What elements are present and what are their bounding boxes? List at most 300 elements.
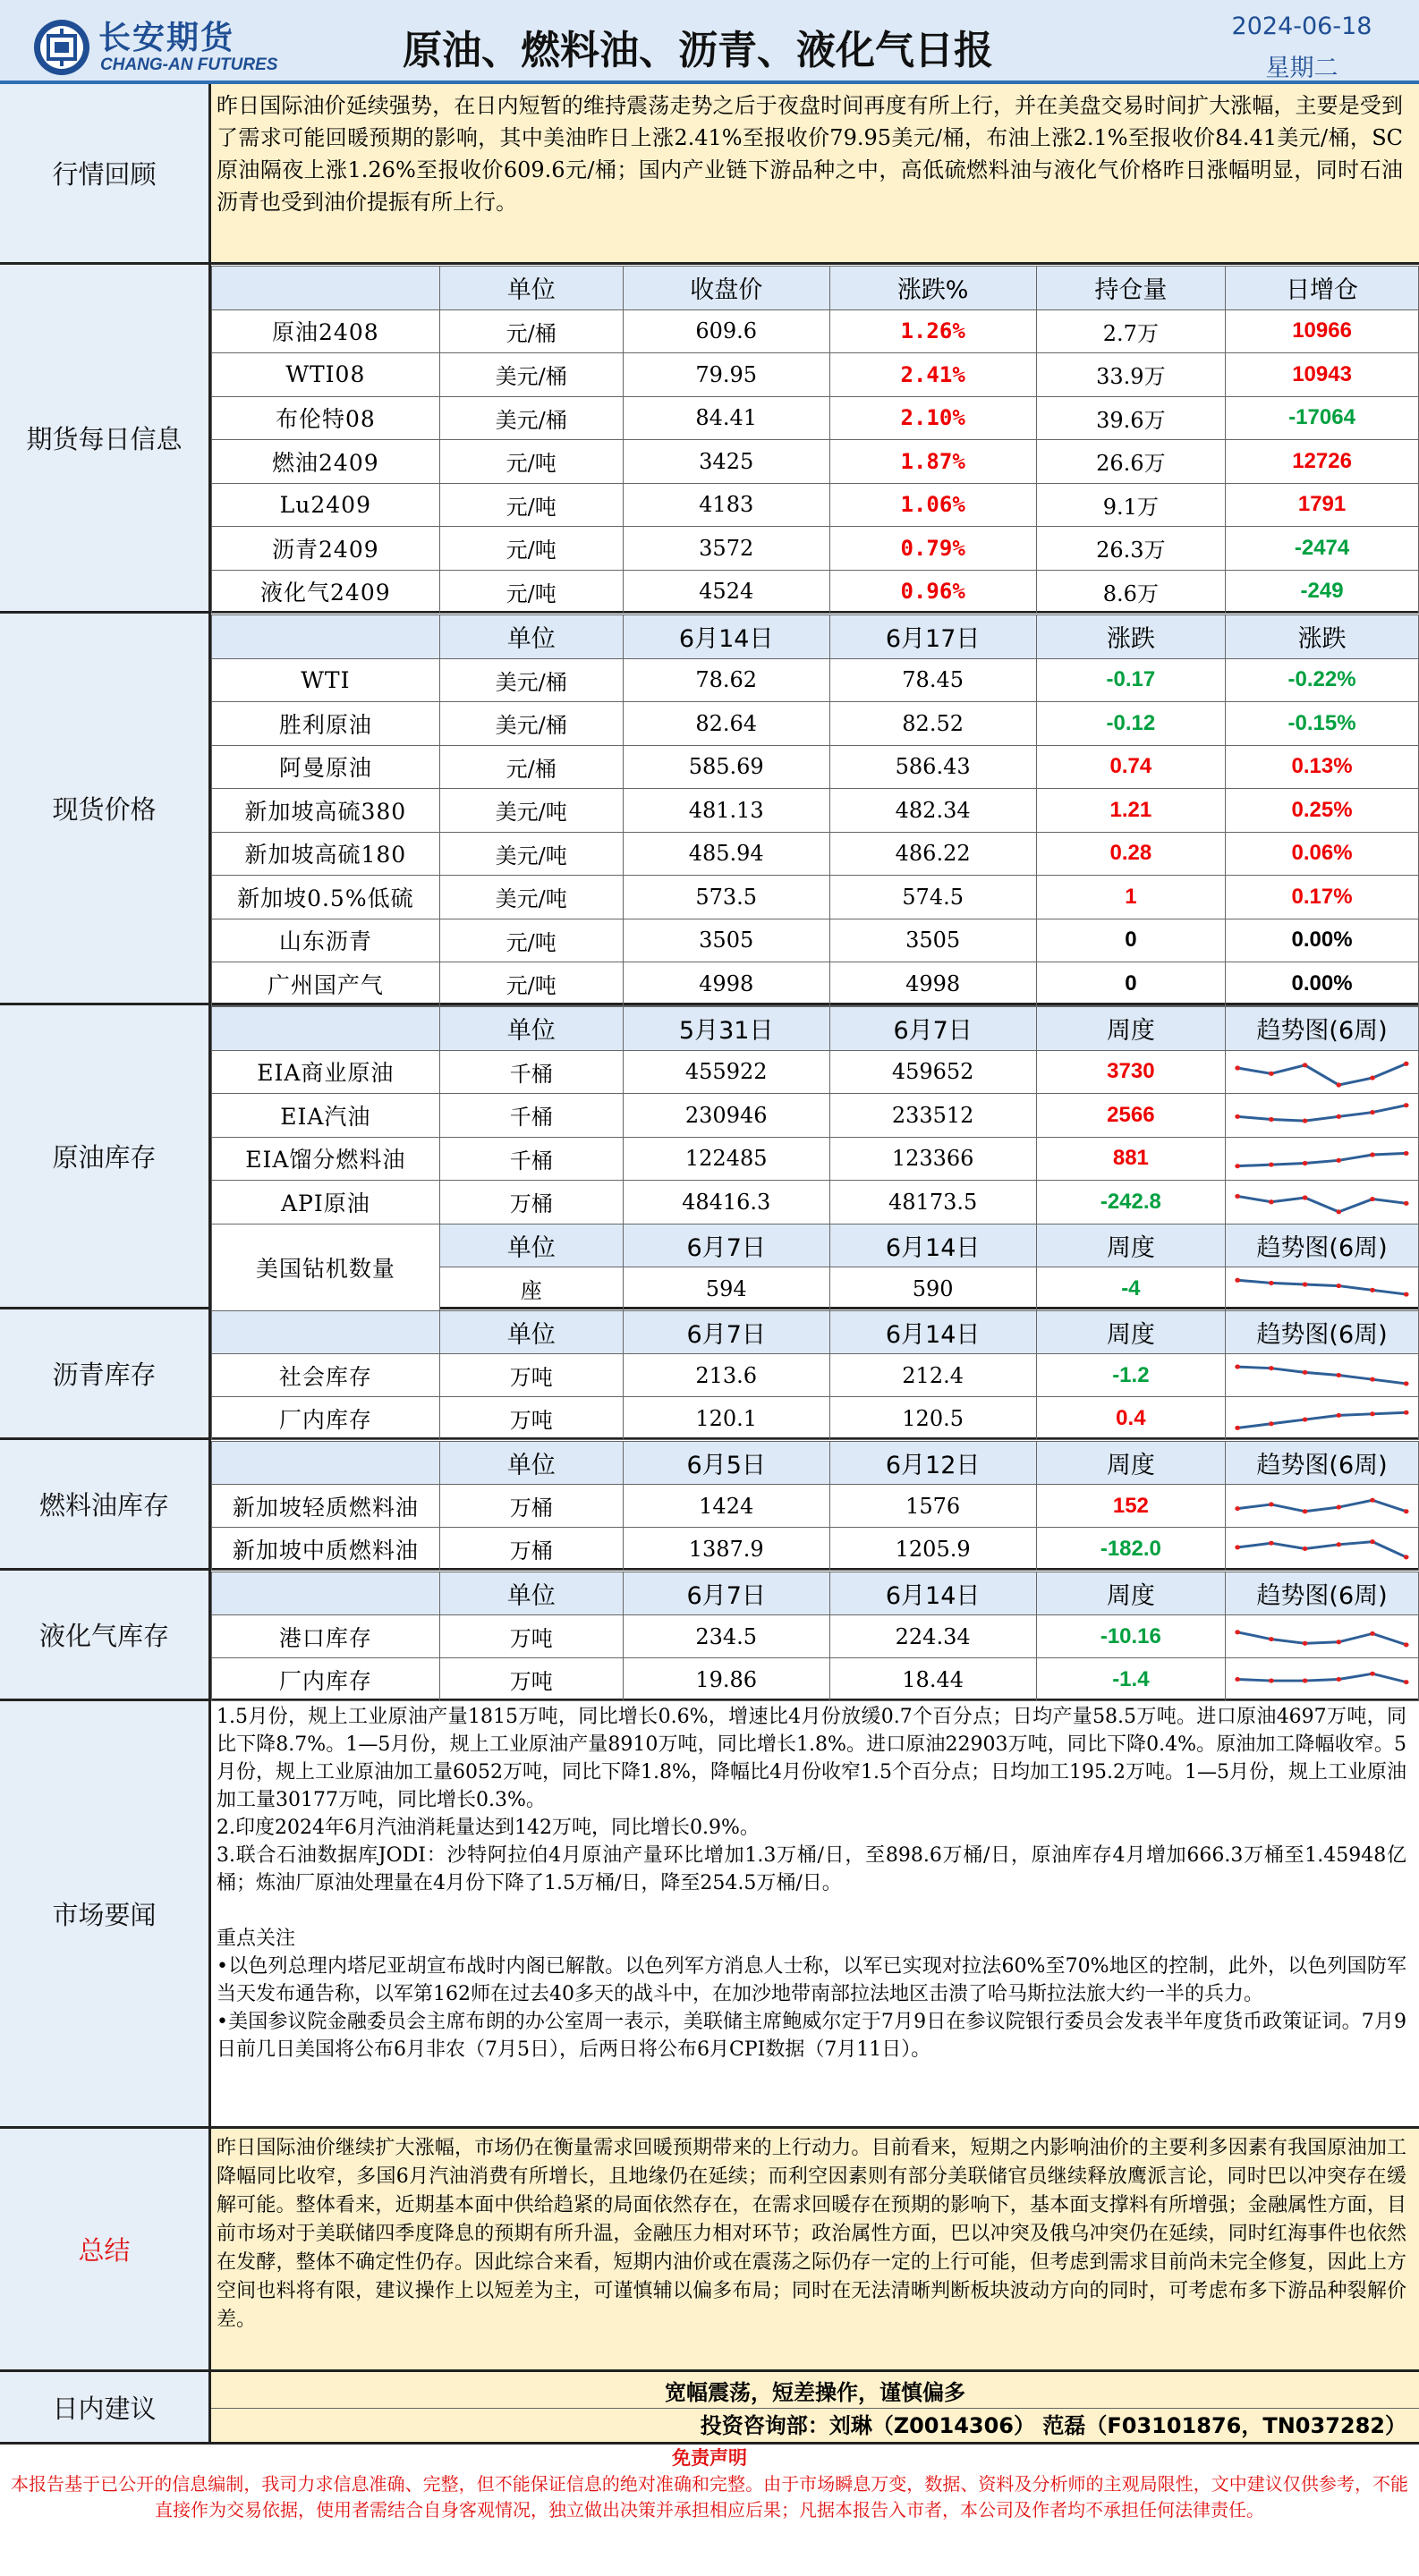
spot-label: 现货价格 xyxy=(0,614,211,1003)
trend-cell xyxy=(1226,1181,1419,1224)
trend-point xyxy=(1370,1110,1375,1114)
trend-point xyxy=(1269,1071,1274,1075)
price-change: -0.12 xyxy=(1036,702,1226,746)
change-pct: 0.79% xyxy=(829,527,1036,571)
unit-cell: 美元/吨 xyxy=(439,876,623,919)
unit-cell: 千桶 xyxy=(439,1094,623,1138)
trend-line xyxy=(1237,1412,1406,1428)
column-header: 涨跌 xyxy=(1226,615,1419,659)
trend-line xyxy=(1237,1280,1406,1294)
rig-count-name: 美国钻机数量 xyxy=(212,1224,440,1310)
inventory-prev: 234.5 xyxy=(623,1615,829,1658)
daily-oi-change: -2474 xyxy=(1226,527,1419,571)
weekly-change: -10.16 xyxy=(1036,1615,1226,1658)
table-row xyxy=(212,745,1419,789)
company-name-en: CHANG-AN FUTURES xyxy=(100,55,278,74)
unit-cell: 千桶 xyxy=(439,1050,623,1094)
open-interest: 2.7万 xyxy=(1036,309,1226,353)
news-section xyxy=(0,1701,1419,2129)
price-prev: 485.94 xyxy=(623,832,829,876)
weekly-change: -1.4 xyxy=(1036,1658,1226,1701)
trend-line xyxy=(1237,1153,1406,1165)
trend-point xyxy=(1269,1502,1274,1506)
open-interest: 8.6万 xyxy=(1036,570,1226,614)
table-header-row xyxy=(212,1311,1419,1354)
price-prev: 82.64 xyxy=(623,702,829,746)
weekly-change: -1.2 xyxy=(1036,1354,1226,1397)
price-curr: 3505 xyxy=(829,919,1036,962)
trend-point xyxy=(1370,1075,1375,1080)
price-change-pct: 0.17% xyxy=(1226,876,1419,919)
price-curr: 586.43 xyxy=(829,745,1036,789)
unit-cell: 万吨 xyxy=(439,1354,623,1397)
unit-cell: 万桶 xyxy=(439,1485,623,1528)
price-change-pct: 0.13% xyxy=(1226,745,1419,789)
unit-cell: 元/桶 xyxy=(439,309,623,353)
unit-cell: 座 xyxy=(439,1267,623,1311)
lpg-inv-label: 液化气库存 xyxy=(0,1571,211,1699)
news-item: •美国参议院金融委员会主席布朗的办公室周一表示，美联储主席鲍威尔定于7月9日在参议院银行委员会发表半年度货币政策证词。7月9日前几日美国将公布6月非农（7月5日），后两日将公布6月CPI数据（7月11日）。 xyxy=(217,2011,1406,2061)
trend-point xyxy=(1235,1365,1240,1369)
price-curr: 78.45 xyxy=(829,658,1036,702)
price-change-pct: 0.00% xyxy=(1226,962,1419,1006)
unit-cell: 元/吨 xyxy=(439,570,623,614)
asphalt-inv-label: 沥青库存 xyxy=(0,1309,211,1437)
trend-point xyxy=(1303,1509,1308,1513)
trend-point xyxy=(1235,1065,1240,1070)
change-pct: 1.26% xyxy=(829,309,1036,353)
inventory-name: API原油 xyxy=(212,1181,440,1224)
news-body xyxy=(211,1701,1419,2063)
trend-point xyxy=(1337,1209,1342,1214)
company-name-cn: 长安期货 xyxy=(98,20,235,56)
contract-name: 沥青2409 xyxy=(212,527,440,571)
inventory-prev: 19.86 xyxy=(623,1658,829,1701)
table-header-row xyxy=(212,1572,1419,1615)
column-header: 涨跌 xyxy=(1036,615,1226,659)
change-pct: 1.87% xyxy=(829,440,1036,484)
trend-point xyxy=(1404,1555,1409,1559)
column-header: 单位 xyxy=(439,615,623,659)
table-row xyxy=(212,1094,1419,1138)
trend-point xyxy=(1235,1114,1240,1119)
trend-point xyxy=(1269,1117,1274,1122)
disclaimer-text: 本报告基于已公开的信息编制，我司力求信息准确、完整，但不能保证信息的绝对准确和完整。由于市场瞬息万变，数据、资料及分析师的主观局限性，文中建议仅供参考，不能直接作为交易依据，使用者需结合自身客观情况，独立做出决策并承担相应后果；凡据本报告入市者，本公司及作者均不承担任何法律责任。 xyxy=(11,2473,1408,2521)
trend-line xyxy=(1237,1542,1406,1557)
daily-oi-change: -17064 xyxy=(1226,396,1419,440)
trend-point xyxy=(1303,1195,1308,1199)
table-row xyxy=(212,1050,1419,1094)
column-header: 周度 xyxy=(1036,1311,1226,1354)
column-header: 趋势图(6周) xyxy=(1226,1007,1419,1051)
trend-line xyxy=(1237,1674,1406,1682)
weekly-change: 0.4 xyxy=(1036,1397,1226,1440)
summary-label: 总结 xyxy=(0,2129,211,2369)
table-row xyxy=(212,396,1419,440)
trend-point xyxy=(1404,1292,1409,1297)
column-header: 单位 xyxy=(439,1007,623,1051)
trend-point xyxy=(1303,1679,1308,1683)
inventory-prev: 120.1 xyxy=(623,1397,829,1440)
close-price: 79.95 xyxy=(623,353,829,397)
trend-point xyxy=(1404,1411,1409,1415)
trend-point xyxy=(1337,1640,1342,1644)
trend-cell xyxy=(1226,1528,1419,1571)
column-header xyxy=(212,1442,440,1485)
inventory-name: 厂内库存 xyxy=(212,1658,440,1701)
news-focus-heading: 重点关注 xyxy=(217,1928,296,1950)
unit-cell: 千桶 xyxy=(439,1137,623,1181)
unit-cell: 元/吨 xyxy=(439,440,623,484)
inventory-name: 厂内库存 xyxy=(212,1397,440,1440)
close-price: 3572 xyxy=(623,527,829,571)
price-change-pct: -0.22% xyxy=(1226,658,1419,702)
table-row xyxy=(212,527,1419,571)
price-curr: 82.52 xyxy=(829,702,1036,746)
contract-name: 液化气2409 xyxy=(212,570,440,614)
trend-cell xyxy=(1226,1094,1419,1138)
price-change-pct: 0.25% xyxy=(1226,789,1419,833)
column-header xyxy=(212,1572,440,1615)
unit-cell: 元/吨 xyxy=(439,962,623,1006)
trend-point xyxy=(1337,1373,1342,1377)
trend-point xyxy=(1269,1199,1274,1204)
price-change-pct: 0.00% xyxy=(1226,919,1419,962)
inventory-curr: 18.44 xyxy=(829,1658,1036,1701)
spot-name: WTI xyxy=(212,658,440,702)
price-curr: 574.5 xyxy=(829,876,1036,919)
contract-name: 燃油2409 xyxy=(212,440,440,484)
open-interest: 39.6万 xyxy=(1036,396,1226,440)
inventory-curr: 48173.5 xyxy=(829,1181,1036,1224)
trend-point xyxy=(1404,1061,1409,1065)
price-change: 1.21 xyxy=(1036,789,1226,833)
table-row xyxy=(212,919,1419,962)
inventory-curr: 1576 xyxy=(829,1485,1036,1528)
unit-cell: 万吨 xyxy=(439,1397,623,1440)
unit-cell: 万吨 xyxy=(439,1615,623,1658)
column-header: 6月7日 xyxy=(623,1572,829,1615)
column-header: 6月14日 xyxy=(829,1224,1036,1267)
table-header-row xyxy=(212,1442,1419,1485)
column-header: 6月14日 xyxy=(623,615,829,659)
trend-cell xyxy=(1226,1658,1419,1701)
rig-prev: 594 xyxy=(623,1267,829,1311)
trend-point xyxy=(1370,1498,1375,1503)
trend-point xyxy=(1370,1377,1375,1382)
inventory-name: 社会库存 xyxy=(212,1354,440,1397)
column-header: 收盘价 xyxy=(623,267,829,310)
price-change: 0 xyxy=(1036,919,1226,962)
weekly-change: -182.0 xyxy=(1036,1528,1226,1571)
column-header: 日增仓 xyxy=(1226,267,1419,310)
trend-point xyxy=(1269,1421,1274,1426)
column-header xyxy=(212,1311,440,1354)
unit-cell: 美元/吨 xyxy=(439,789,623,833)
inventory-curr: 123366 xyxy=(829,1137,1036,1181)
change-pct: 2.10% xyxy=(829,396,1036,440)
trend-point xyxy=(1337,1082,1342,1087)
trend-point xyxy=(1269,1679,1274,1683)
trend-point xyxy=(1303,1370,1308,1375)
trend-sparkline xyxy=(1226,1138,1418,1181)
fuel-inv-table xyxy=(211,1441,1419,1571)
news-label: 市场要闻 xyxy=(0,1701,211,2126)
table-row xyxy=(212,962,1419,1006)
table-row xyxy=(212,1137,1419,1181)
price-prev: 585.69 xyxy=(623,745,829,789)
contract-name: 原油2408 xyxy=(212,309,440,353)
trend-point xyxy=(1337,1505,1342,1510)
contract-name: WTI08 xyxy=(212,353,440,397)
price-prev: 3505 xyxy=(623,919,829,962)
column-header xyxy=(212,267,440,310)
price-change: 0 xyxy=(1036,962,1226,1006)
trend-point xyxy=(1404,1201,1409,1206)
price-curr: 482.34 xyxy=(829,789,1036,833)
column-header: 周度 xyxy=(1036,1442,1226,1485)
rig-header-row xyxy=(212,1224,1419,1267)
disclaimer xyxy=(0,2445,1419,2576)
table-header-row xyxy=(212,615,1419,659)
trend-point xyxy=(1404,1103,1409,1107)
price-curr: 4998 xyxy=(829,962,1036,1006)
close-price: 609.6 xyxy=(623,309,829,353)
column-header: 单位 xyxy=(439,1572,623,1615)
trend-point xyxy=(1404,1642,1409,1647)
table-header-row xyxy=(212,267,1419,310)
trend-point xyxy=(1269,1366,1274,1370)
advice-signature: 投资咨询部：刘琳（Z0014306） 范磊（F03101876，TN037282） xyxy=(211,2408,1419,2442)
price-prev: 573.5 xyxy=(623,876,829,919)
trend-point xyxy=(1269,1541,1274,1546)
column-header: 周度 xyxy=(1036,1572,1226,1615)
column-header: 单位 xyxy=(439,1442,623,1485)
trend-point xyxy=(1370,1152,1375,1157)
change-pct: 0.96% xyxy=(829,570,1036,614)
table-row xyxy=(212,832,1419,876)
trend-point xyxy=(1404,1509,1409,1513)
inventory-name: 新加坡中质燃料油 xyxy=(212,1528,440,1571)
inventory-name: 港口库存 xyxy=(212,1615,440,1658)
close-price: 4524 xyxy=(623,570,829,614)
trend-cell xyxy=(1226,1397,1419,1440)
weekly-change: 3730 xyxy=(1036,1050,1226,1094)
spot-name: 阿曼原油 xyxy=(212,745,440,789)
trend-point xyxy=(1235,1677,1240,1682)
inventory-name: EIA汽油 xyxy=(212,1094,440,1138)
trend-point xyxy=(1303,1063,1308,1067)
news-item: 1.5月份，规上工业原油产量1815万吨，同比增长0.6%，增速比4月份放缓0.7个百分点；日均产量58.5万吨。进口原油4697万吨，同比下降8.7%。1—5月份，规上工业原油产量8910万吨，同比增长1.8%。进口原油22903万吨，同比下降0.4%。原油加工降幅收窄。5月份，规上工业原油加工量6052万吨，同比下降1.8%，降幅比4月份收窄1.5个百分点；日均加工195.2万吨。1—5月份，规上工业原油加工量30177万吨，同比增长0.3%。 xyxy=(217,1706,1406,1811)
trend-cell xyxy=(1226,1354,1419,1397)
column-header: 持仓量 xyxy=(1036,267,1226,310)
report-date: 2024-06-18 xyxy=(1231,13,1372,40)
trend-point xyxy=(1235,1278,1240,1283)
inventory-name: EIA商业原油 xyxy=(212,1050,440,1094)
trend-sparkline xyxy=(1226,1528,1418,1570)
trend-point xyxy=(1235,1194,1240,1199)
trend-point xyxy=(1235,1506,1240,1511)
table-row xyxy=(212,1615,1419,1658)
column-header: 5月31日 xyxy=(623,1007,829,1051)
column-header: 周度 xyxy=(1036,1007,1226,1051)
table-row xyxy=(212,1354,1419,1397)
trend-point xyxy=(1337,1114,1342,1119)
trend-point xyxy=(1303,1119,1308,1123)
price-prev: 481.13 xyxy=(623,789,829,833)
trend-cell xyxy=(1226,1050,1419,1094)
table-row xyxy=(212,702,1419,746)
column-header: 趋势图(6周) xyxy=(1226,1311,1419,1354)
spot-name: 新加坡高硫180 xyxy=(212,832,440,876)
trend-sparkline xyxy=(1226,1181,1418,1224)
table-row xyxy=(212,1485,1419,1528)
column-header: 周度 xyxy=(1036,1224,1226,1267)
trend-sparkline xyxy=(1226,1354,1418,1396)
trend-point xyxy=(1404,1680,1409,1684)
news-item: 2.印度2024年6月汽油消耗量达到142万吨，同比增长0.9%。 xyxy=(217,1817,760,1839)
price-change: -0.17 xyxy=(1036,658,1226,702)
weekly-change: -242.8 xyxy=(1036,1181,1226,1224)
trend-line xyxy=(1237,1063,1406,1085)
inventory-name: EIA馏分燃料油 xyxy=(212,1137,440,1181)
daily-oi-change: 10943 xyxy=(1226,353,1419,397)
open-interest: 26.6万 xyxy=(1036,440,1226,484)
trend-line xyxy=(1237,1367,1406,1384)
unit-cell: 美元/桶 xyxy=(439,353,623,397)
trend-point xyxy=(1404,1150,1409,1155)
trend-point xyxy=(1269,1281,1274,1285)
trend-point xyxy=(1303,1418,1308,1422)
crude-inv-label: 原油库存 xyxy=(0,1005,211,1307)
daily-oi-change: -249 xyxy=(1226,570,1419,614)
inventory-name: 新加坡轻质燃料油 xyxy=(212,1485,440,1528)
review-section xyxy=(0,84,1419,265)
trend-point xyxy=(1370,1411,1375,1416)
spot-name: 广州国产气 xyxy=(212,962,440,1006)
table-row xyxy=(212,1181,1419,1224)
trend-line xyxy=(1237,1196,1406,1211)
news-item: •以色列总理内塔尼亚胡宣布战时内阁已解散。以色列军方消息人士称，以军已实现对拉法60%至70%地区的控制，此外，以色列国防军当天发布通告称，以军第162师在过去40多天的战斗中，在加沙地带南部拉法地区击溃了哈马斯拉法旅大约一半的兵力。 xyxy=(217,1955,1406,2005)
trend-point xyxy=(1337,1542,1342,1546)
unit-cell: 元/桶 xyxy=(439,745,623,789)
trend-point xyxy=(1337,1677,1342,1682)
table-row xyxy=(212,353,1419,397)
column-header: 涨跌% xyxy=(829,267,1036,310)
trend-point xyxy=(1337,1157,1342,1162)
column-header: 6月5日 xyxy=(623,1442,829,1485)
trend-sparkline xyxy=(1226,1051,1418,1094)
trend-point xyxy=(1370,1288,1375,1292)
unit-cell: 万桶 xyxy=(439,1528,623,1571)
weekly-change: -4 xyxy=(1036,1267,1226,1311)
unit-cell: 美元/桶 xyxy=(439,702,623,746)
contract-name: 布伦特08 xyxy=(212,396,440,440)
daily-oi-change: 12726 xyxy=(1226,440,1419,484)
trend-point xyxy=(1269,1162,1274,1166)
spot-table xyxy=(211,614,1419,1006)
weekly-change: 152 xyxy=(1036,1485,1226,1528)
close-price: 3425 xyxy=(623,440,829,484)
column-header: 6月14日 xyxy=(829,1311,1036,1354)
column-header: 6月17日 xyxy=(829,615,1036,659)
futures-table xyxy=(211,266,1419,614)
crude-inv-table xyxy=(211,1006,1419,1311)
price-change: 1 xyxy=(1036,876,1226,919)
summary-section xyxy=(0,2129,1419,2372)
trend-sparkline xyxy=(1226,1267,1418,1310)
daily-oi-change: 10966 xyxy=(1226,309,1419,353)
unit-cell: 万桶 xyxy=(439,1181,623,1224)
trend-point xyxy=(1303,1282,1308,1286)
trend-point xyxy=(1370,1539,1375,1544)
inventory-curr: 459652 xyxy=(829,1050,1036,1094)
spot-name: 山东沥青 xyxy=(212,919,440,962)
price-change: 0.28 xyxy=(1036,832,1226,876)
column-header: 6月14日 xyxy=(829,1572,1036,1615)
trend-point xyxy=(1337,1413,1342,1418)
trend-point xyxy=(1303,1546,1308,1551)
trend-sparkline xyxy=(1226,1658,1418,1700)
table-row xyxy=(212,1528,1419,1571)
inventory-curr: 212.4 xyxy=(829,1354,1036,1397)
report-title: 原油、燃料油、沥青、液化气日报 xyxy=(403,28,993,73)
inventory-prev: 455922 xyxy=(623,1050,829,1094)
trend-point xyxy=(1235,1164,1240,1168)
unit-cell: 万吨 xyxy=(439,1658,623,1701)
review-text: 昨日国际油价延续强势，在日内短暂的维持震荡走势之后于夜盘时间再度有所上行，并在美盘交易时间扩大涨幅，主要是受到了需求可能回暖预期的影响，其中美油昨日上涨2.41%至报收价79.95美元/桶，布油上涨2.1%至报收价84.41美元/桶，SC原油隔夜上涨1.26%至报收价609.6元/桶；国内产业链下游品种之中，高低硫燃料油与液化气价格昨日涨幅明显，同时石油沥青也受到油价提振有所上行。 xyxy=(217,93,1403,215)
close-price: 4183 xyxy=(623,483,829,527)
unit-cell: 美元/吨 xyxy=(439,832,623,876)
trend-cell xyxy=(1226,1137,1419,1181)
unit-cell: 美元/桶 xyxy=(439,396,623,440)
summary-text: 昨日国际油价继续扩大涨幅，市场仍在衡量需求回暖预期带来的上行动力。目前看来，短期之内影响油价的主要利多因素有我国原油加工降幅同比收窄，多国6月汽油消费有所增长，且地缘仍在延续；而利空因素则有部分美联储官员继续释放鹰派言论，同时巴以冲突存在缓解可能。整体看来，近期基本面中供给趋紧的局面依然存在，在需求回暖存在预期的影响下，基本面支撑料有所增强；金融属性方面，目前市场对于美联储四季度降息的预期有所升温，金融压力相对环节；政治属性方面，巴以冲突及俄乌冲突仍在延续，同时红海事件也依然在发酵，整体不确定性仍存。因此综合来看，短期内油价或在震荡之际仍存一定的上行可能，但考虑到需求目前尚未完全修复，因此上方空间也料将有限，建议操作上以短差为主，可谨慎辅以偏多布局；同时在无法清晰判断板块波动方向的同时，可考虑布多下游品种裂解价差。 xyxy=(217,2137,1406,2331)
unit-cell: 元/吨 xyxy=(439,483,623,527)
spot-name: 新加坡0.5%低硫 xyxy=(212,876,440,919)
weekly-change: 881 xyxy=(1036,1137,1226,1181)
column-header xyxy=(212,1007,440,1051)
price-prev: 78.62 xyxy=(623,658,829,702)
unit-cell: 美元/桶 xyxy=(439,658,623,702)
column-header: 趋势图(6周) xyxy=(1226,1224,1419,1267)
trend-point xyxy=(1370,1197,1375,1201)
change-pct: 1.06% xyxy=(829,483,1036,527)
table-row xyxy=(212,483,1419,527)
price-change-pct: 0.06% xyxy=(1226,832,1419,876)
table-row xyxy=(212,1397,1419,1440)
trend-point xyxy=(1337,1284,1342,1288)
table-header-row xyxy=(212,1007,1419,1051)
column-header: 6月12日 xyxy=(829,1442,1036,1485)
column-header: 6月7日 xyxy=(623,1224,829,1267)
inventory-prev: 230946 xyxy=(623,1094,829,1138)
inventory-prev: 213.6 xyxy=(623,1354,829,1397)
advice-text: 宽幅震荡，短差操作，谨慎偏多 xyxy=(211,2372,1419,2408)
trend-point xyxy=(1269,1637,1274,1641)
table-row xyxy=(212,658,1419,702)
table-row xyxy=(212,570,1419,614)
inventory-curr: 224.34 xyxy=(829,1615,1036,1658)
inventory-curr: 233512 xyxy=(829,1094,1036,1138)
unit-cell: 元/吨 xyxy=(439,919,623,962)
column-header: 趋势图(6周) xyxy=(1226,1442,1419,1485)
trend-point xyxy=(1404,1381,1409,1385)
inventory-prev: 122485 xyxy=(623,1137,829,1181)
trend-sparkline xyxy=(1226,1094,1418,1137)
spot-name: 新加坡高硫380 xyxy=(212,789,440,833)
news-item: 3.联合石油数据库JODI：沙特阿拉伯4月原油产量环比增加1.3万桶/日，至898.6万桶/日，原油库存4月增加666.3万桶至1.45948亿桶；炼油厂原油处理量在4月份下降了1.5万桶/日，降至254.5万桶/日。 xyxy=(217,1844,1406,1894)
inventory-prev: 1387.9 xyxy=(623,1528,829,1571)
